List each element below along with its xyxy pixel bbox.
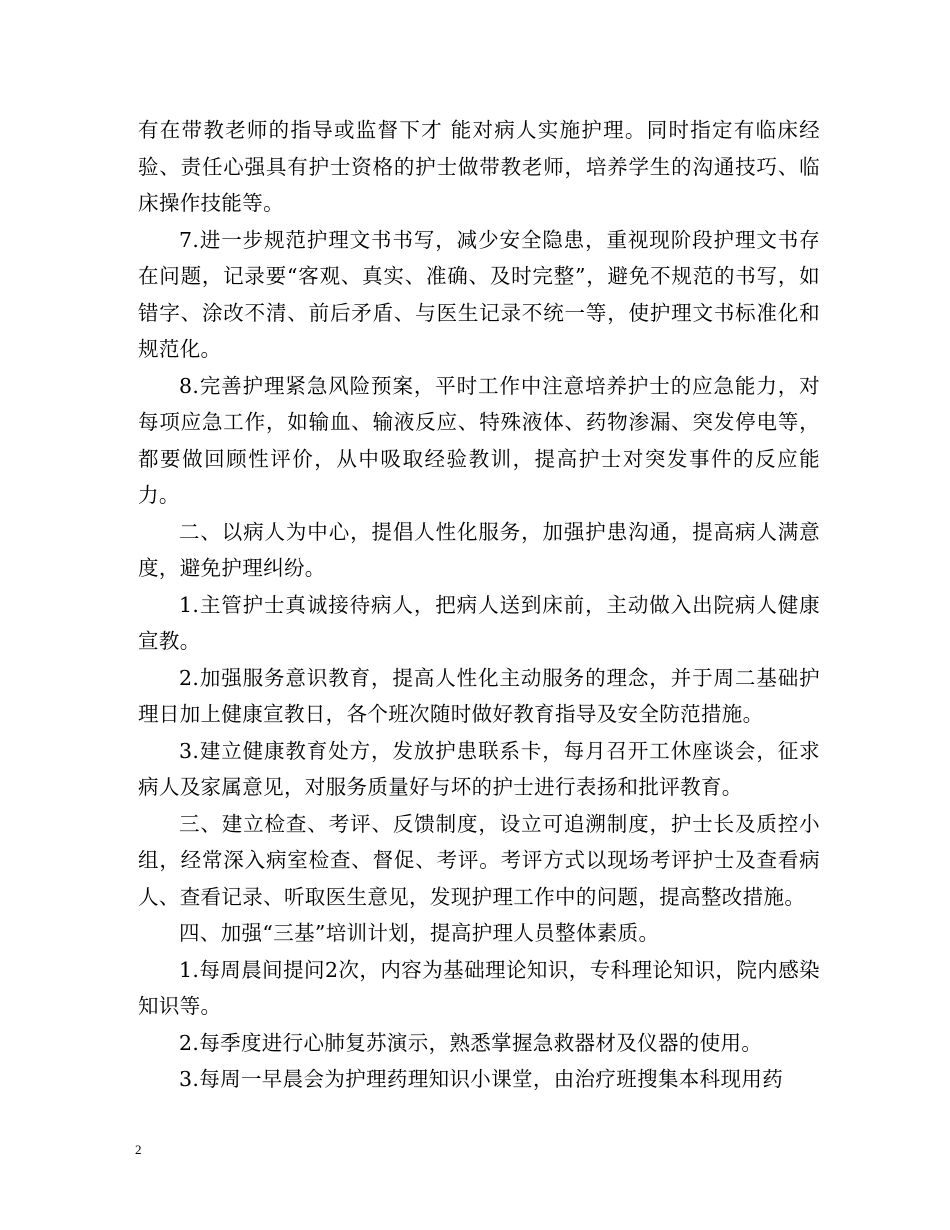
- paragraph-item-3-health-education: 3.建立健康教育处方，发放护患联系卡，每月召开工休座谈会，征求病人及家属意见，对服务质量好与坏的护士进行表扬和批评教育。: [138, 738, 820, 799]
- paragraph-item-1-reception: 1.主管护士真诚接待病人，把病人送到床前，主动做入出院病人健康宣教。: [138, 592, 820, 653]
- paragraph-item-1-weekly-quiz: 1.每周晨间提问2次，内容为基础理论知识，专科理论知识，院内感染知识等。: [138, 957, 820, 1018]
- page-number: 2: [135, 1142, 142, 1157]
- section-heading-4-three-basics-training: 四、加强“三基”培训计划，提高护理人员整体素质。: [179, 921, 660, 945]
- paragraph-item-2-cpr-demo: 2.每季度进行心肺复苏演示，熟悉掌握急救器材及仪器的使用。: [179, 1030, 763, 1055]
- paragraph-item-3-pharmacology-class: 3.每周一早晨会为护理药理知识小课堂，由治疗班搜集本科现用药: [179, 1067, 784, 1091]
- section-heading-2-patient-centered: 二、以病人为中心，提倡人性化服务，加强护患沟通，提高病人满意度，避免护理纠纷。: [138, 519, 820, 580]
- paragraph-item-8-emergency-plan: 8.完善护理紧急风险预案，平时工作中注意培养护士的应急能力，对每项应急工作，如输血、输液反应、特殊液体、药物渗漏、突发停电等，都要做回顾性评价，从中吸取经验教训，提高护士对突发事件的反应能力。: [138, 373, 820, 507]
- paragraph-item-7-documentation: 7.进一步规范护理文书书写，减少安全隐患，重视现阶段护理文书存在问题，记录要“客观、真实、准确、及时完整”，避免不规范的书写，如错字、涂改不清、前后矛盾、与医生记录不统一等，使护理文书标准化和规范化。: [138, 227, 820, 361]
- paragraph-training-supervision: 有在带教老师的指导或监督下才 能对病人实施护理。同时指定有临床经验、责任心强具有护士资格的护士做带教老师，培养学生的沟通技巧、临床操作技能等。: [138, 118, 820, 215]
- section-heading-3-inspection-system: 三、建立检查、考评、反馈制度，设立可追溯制度，护士长及质控小组，经常深入病室检查、督促、考评。考评方式以现场考评护士及查看病人、查看记录、听取医生意见，发现护理工作中的问题，提高整改措施。: [138, 811, 820, 909]
- document-body: [138, 112, 820, 1098]
- paragraph-item-2-service-awareness: 2.加强服务意识教育，提高人性化主动服务的理念，并于周二基础护理日加上健康宣教日，各个班次随时做好教育指导及安全防范措施。: [138, 665, 820, 726]
